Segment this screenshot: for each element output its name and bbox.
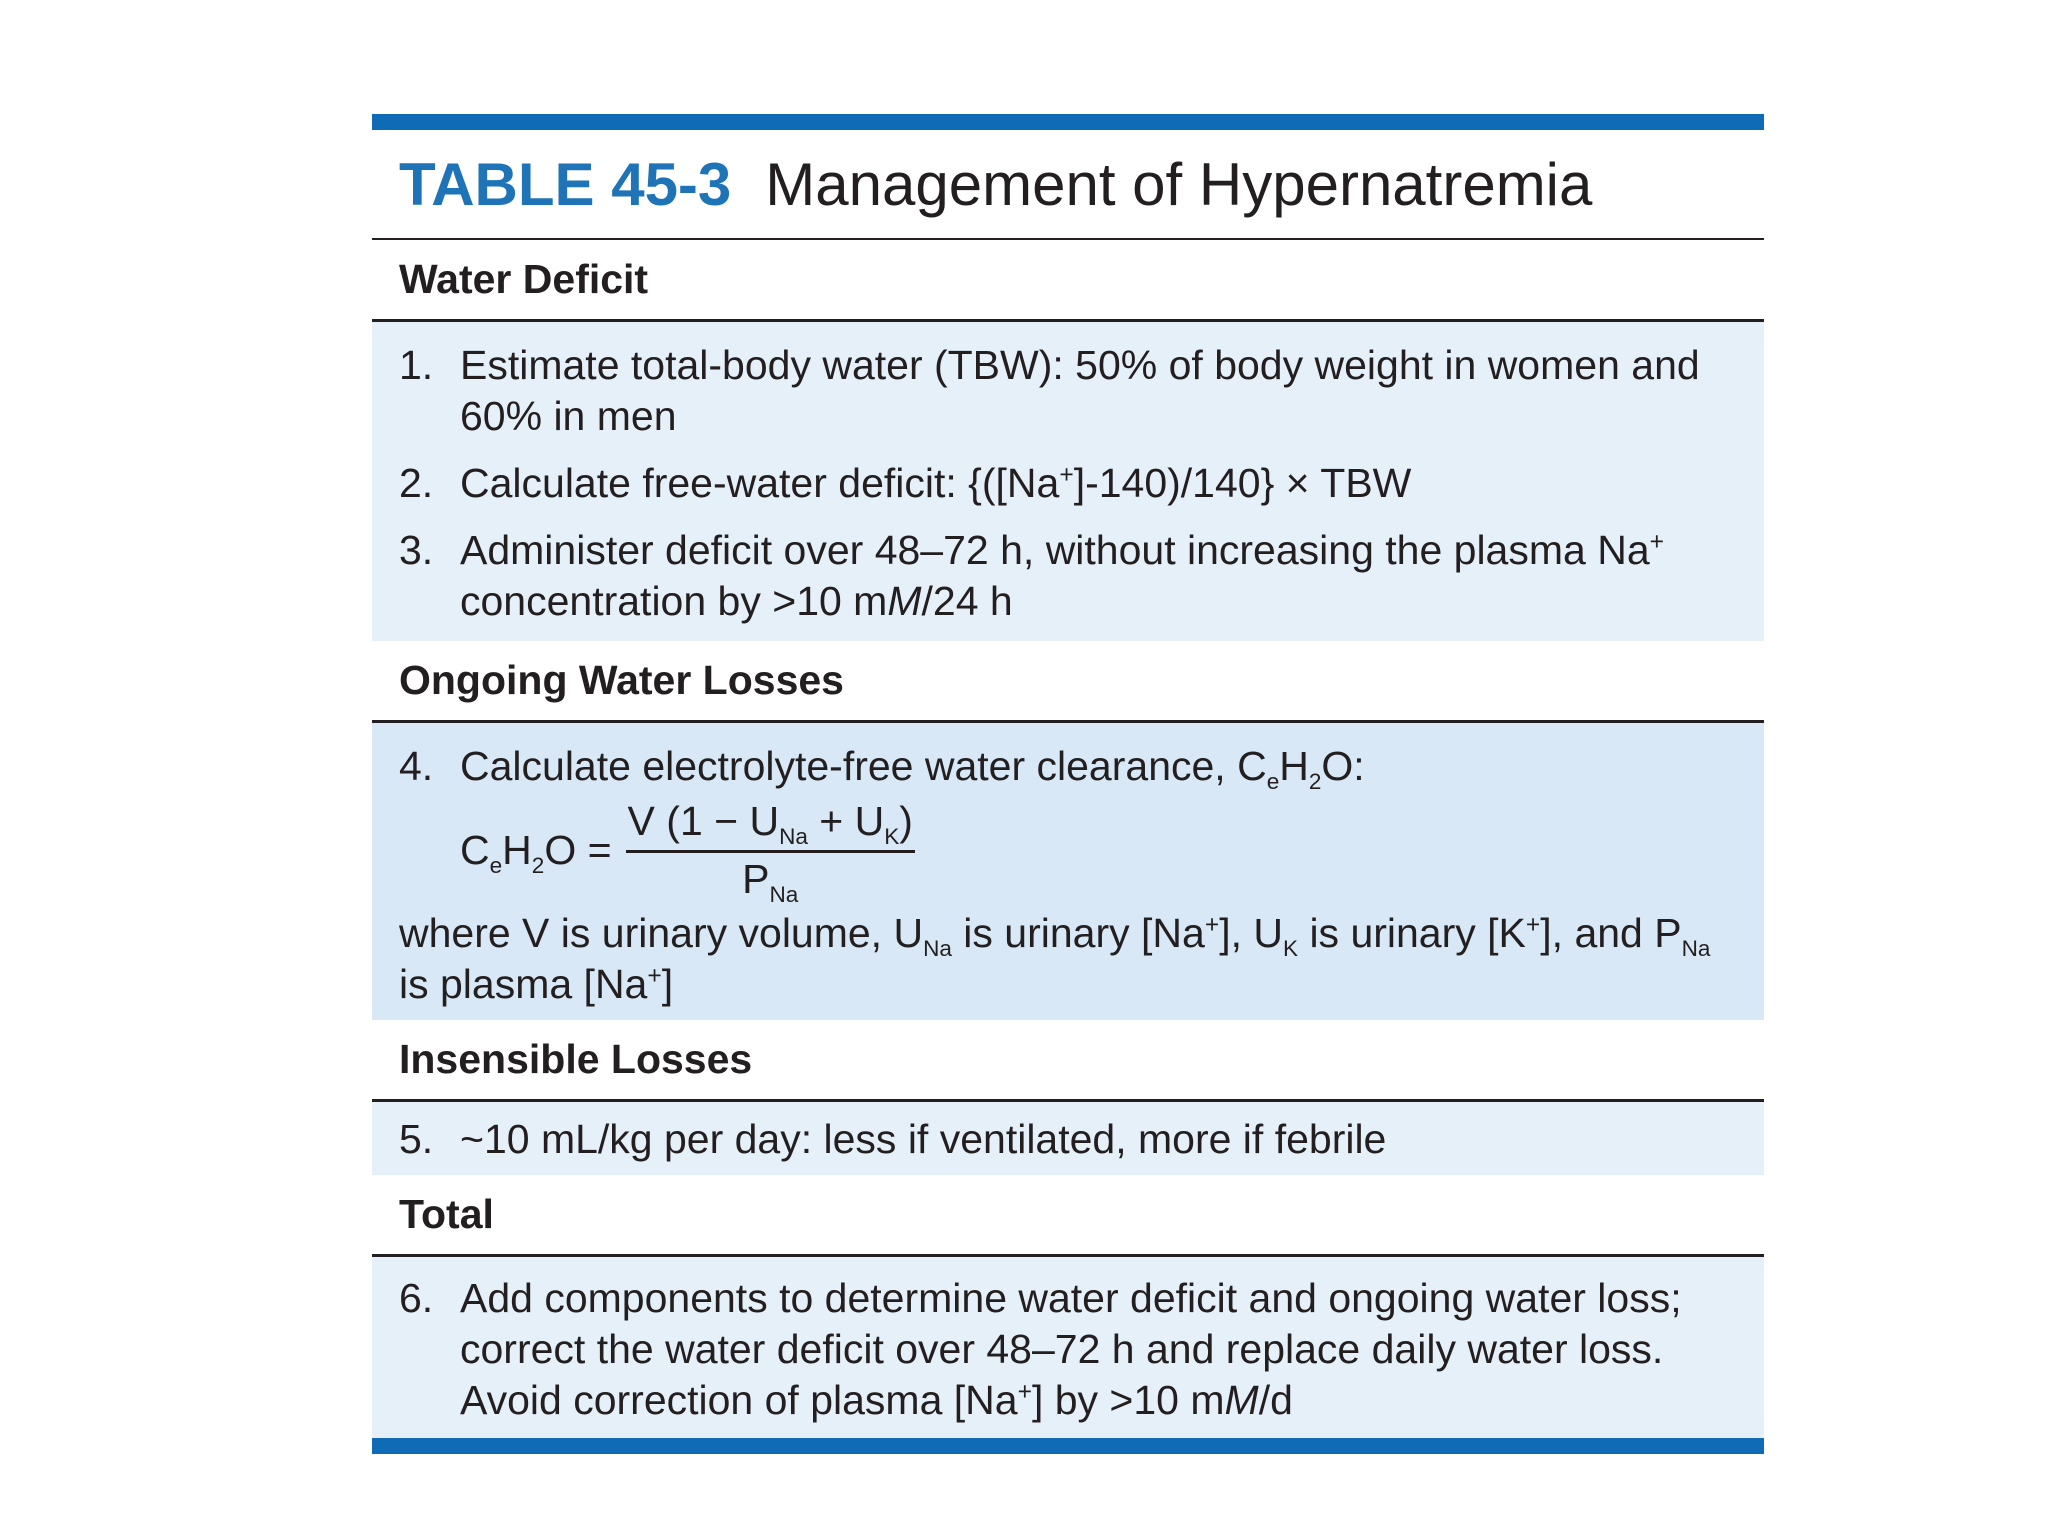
item-text: Administer deficit over 48–72 h, without increasing the plasma Na+ concentration by >10 mM/24 h <box>460 527 1664 624</box>
clearance-formula <box>460 792 1737 908</box>
section-heading-total: Total <box>372 1175 1764 1257</box>
top-accent-bar <box>372 114 1764 130</box>
item-text: ~10 mL/kg per day: less if ventilated, more if febrile <box>460 1116 1387 1162</box>
item-text: Estimate total-body water (TBW): 50% of body weight in women and 60% in men <box>460 342 1700 439</box>
section-heading-water-deficit: Water Deficit <box>372 240 1764 322</box>
section-heading-ongoing-water-losses: Ongoing Water Losses <box>372 641 1764 723</box>
formula-lhs: $C_eH_2O$ = <box>460 826 612 878</box>
list-item <box>399 525 1737 627</box>
section-body-ongoing-water-losses <box>372 723 1764 1020</box>
table-45-3 <box>372 114 1764 1454</box>
formula-fraction <box>626 797 915 907</box>
item-number: 3. <box>399 527 434 573</box>
section-heading-insensible-losses: Insensible Losses <box>372 1020 1764 1102</box>
item-text: Add components to determine water deficit and ongoing water loss; correct the water deficit over 48–72 h and replace daily water loss. Avoid correction of plasma [Na+] by >10 mM/d <box>460 1275 1682 1423</box>
item-text: Calculate free-water deficit: {([Na+]-140)/140} × TBW <box>460 460 1412 506</box>
list-item <box>399 1273 1737 1426</box>
section-body-total <box>372 1257 1764 1438</box>
section-body-insensible-losses <box>372 1102 1764 1175</box>
item-number: 2. <box>399 460 434 506</box>
list-item <box>399 741 1737 795</box>
section-body-water-deficit <box>372 322 1764 641</box>
table-title-row <box>372 130 1764 240</box>
formula-denominator: $P_{Na}$ <box>742 855 799 907</box>
formula-definitions: where V is urinary volume, $U_{Na}$ is urinary [Na+], $U_K$ is urinary [K+], and $P_{Na}$ is plasma [Na+] <box>399 910 1711 1007</box>
item-text: Calculate electrolyte-free water clearance, $C_eH_2O$: <box>460 743 1365 795</box>
item-number: 5. <box>399 1116 434 1162</box>
item-number: 1. <box>399 342 434 388</box>
formula-numerator: V $(1 - U_{Na} + U_K)$ <box>626 798 915 853</box>
table-title: Management of Hypernatremia <box>765 150 1593 218</box>
item-number: 6. <box>399 1275 434 1321</box>
table-number: TABLE 45-3 <box>399 150 732 218</box>
list-item <box>399 458 1737 509</box>
list-item <box>399 340 1737 442</box>
bottom-accent-bar <box>372 1438 1764 1454</box>
item-number: 4. <box>399 743 434 789</box>
list-item <box>399 1114 1737 1165</box>
